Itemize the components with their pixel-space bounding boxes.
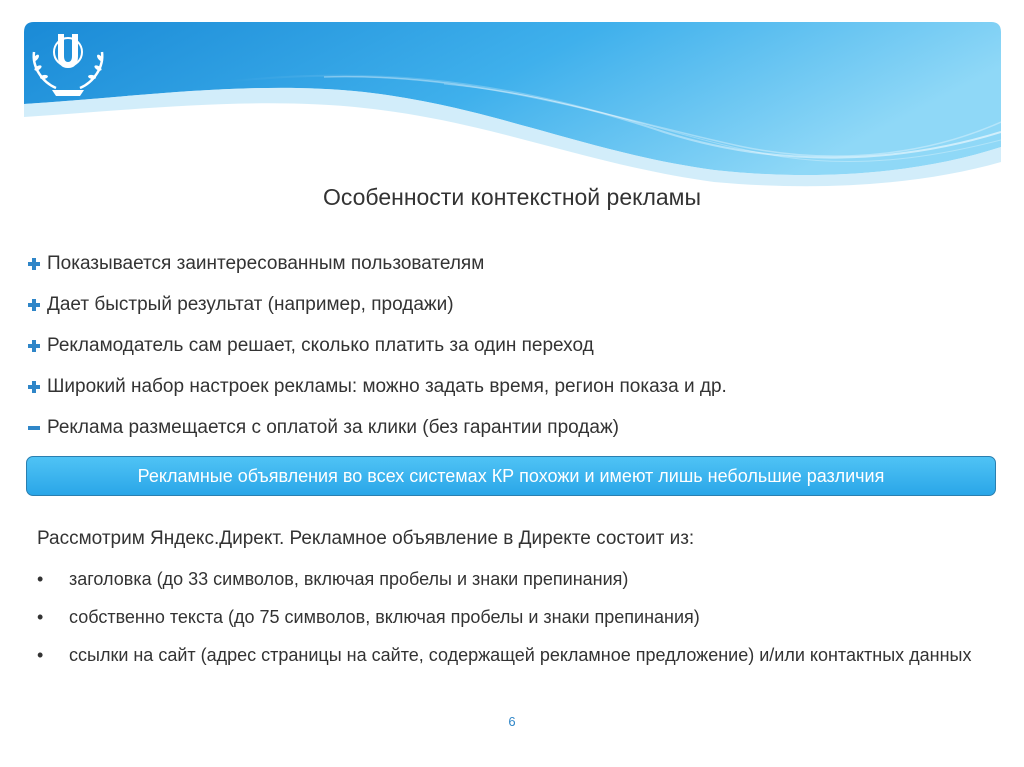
component-list — [37, 560, 977, 674]
list-item — [27, 325, 727, 366]
list-item-text: ссылки на сайт (адрес страницы на сайте, содержащей рекламное предложение) и/или контактных данных — [69, 645, 972, 665]
list-item-text: Широкий набор настроек рекламы: можно задать время, регион показа и др. — [47, 375, 727, 397]
bullet-icon: • — [37, 569, 44, 589]
list-item — [27, 366, 727, 407]
plus-icon — [27, 298, 41, 312]
list-item-text: заголовка (до 33 символов, включая пробелы и знаки препинания) — [69, 569, 629, 589]
header-wave-graphic — [24, 22, 1001, 202]
university-logo — [24, 22, 112, 102]
intro-text: Рассмотрим Яндекс.Директ. Рекламное объявление в Директе состоит из: — [37, 528, 695, 549]
list-item — [37, 636, 977, 674]
banner-text: Рекламные объявления во всех системах КР похожи и имеют лишь небольшие различия — [137, 465, 885, 486]
list-item-text: Реклама размещается с оплатой за клики (без гарантии продаж) — [47, 416, 619, 438]
feature-list — [27, 243, 727, 448]
list-item-text: Дает быстрый результат (например, продажи) — [47, 293, 454, 315]
highlight-banner — [26, 456, 996, 496]
plus-icon — [27, 380, 41, 394]
list-item — [27, 407, 727, 448]
list-item-text: собственно текста (до 75 символов, включая пробелы и знаки препинания) — [69, 607, 700, 627]
bullet-icon: • — [37, 645, 44, 665]
list-item — [27, 243, 727, 284]
page-number: 6 — [508, 714, 516, 729]
bullet-icon: • — [37, 607, 44, 627]
list-item — [37, 560, 977, 598]
plus-icon — [27, 339, 41, 353]
list-item — [37, 598, 977, 636]
plus-icon — [27, 257, 41, 271]
list-item — [27, 284, 727, 325]
header-banner — [24, 22, 1001, 202]
list-item-text: Рекламодатель сам решает, сколько платить за один переход — [47, 334, 594, 356]
list-item-text: Показывается заинтересованным пользователям — [47, 252, 485, 274]
slide-title: Особенности контекстной рекламы — [322, 184, 702, 210]
minus-icon — [27, 421, 41, 435]
